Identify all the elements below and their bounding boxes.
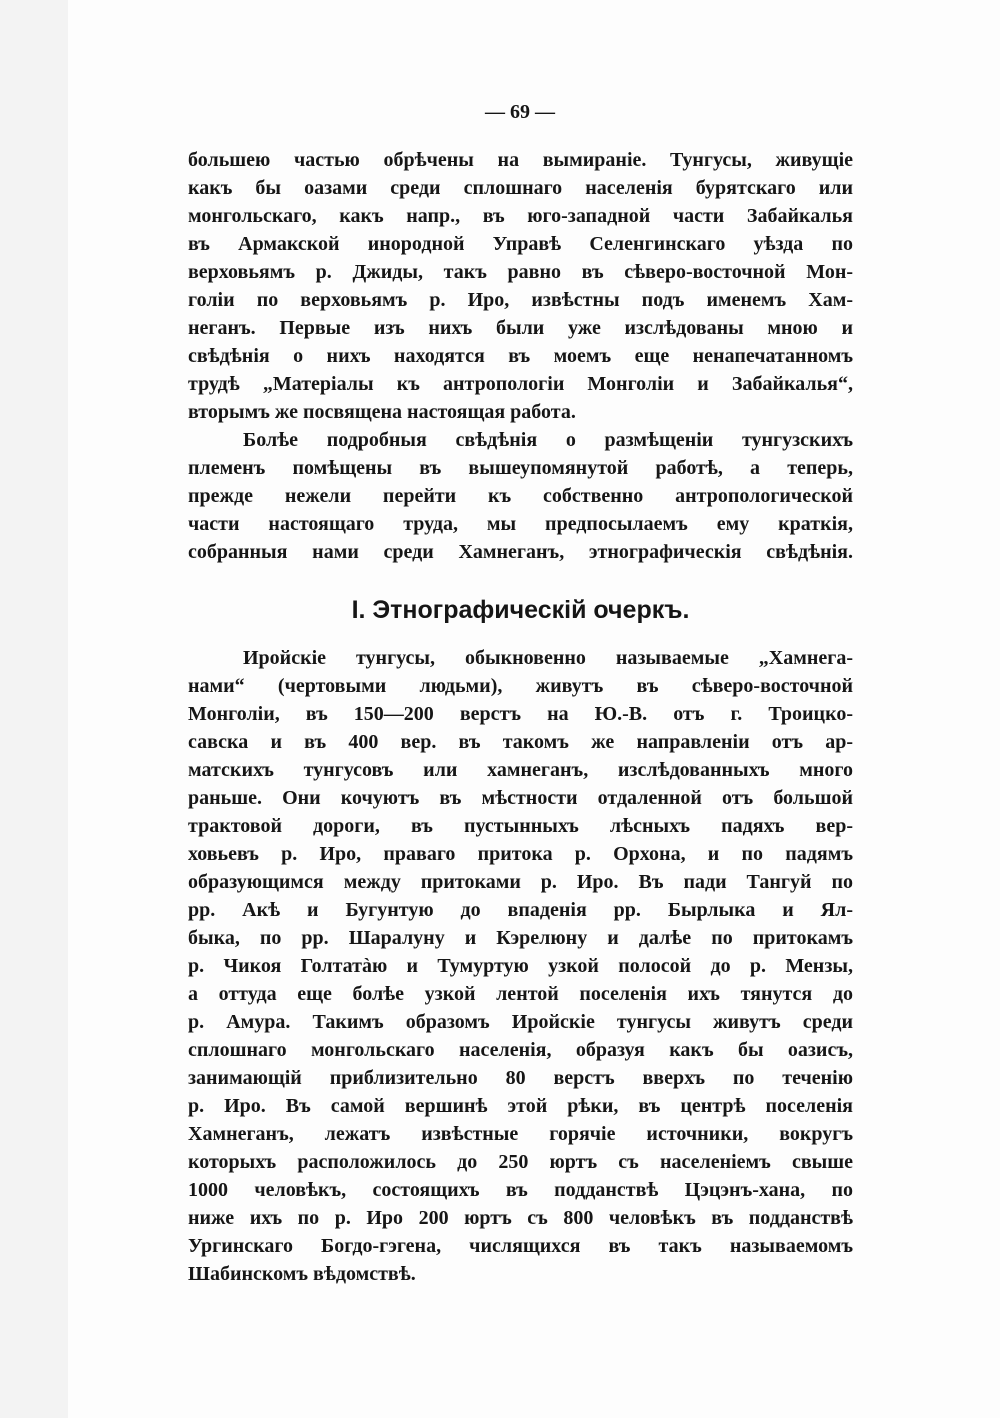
text-line: собранныя нами среди Хамнеганъ, этнографическія свѣдѣнія.	[188, 541, 853, 563]
text-line: ниже ихъ по р. Иро 200 юртъ съ 800 человѣкъ въ подданствѣ	[188, 1207, 853, 1229]
text-line: а оттуда еще болѣе узкой лентой поселенія ихъ тянутся до	[188, 983, 853, 1005]
page-number: — 69 —	[485, 101, 555, 123]
text-line: Иройскіе тунгусы, обыкновенно называемые „Хамнега-	[243, 647, 853, 669]
text-line: Ургинскаго Богдо-гэгена, числящихся въ такъ называемомъ	[188, 1235, 853, 1257]
text-line: прежде нежели перейти къ собственно антропологической	[188, 485, 853, 507]
text-line: нами“ (чертовыми людьми), живутъ въ сѣверо-восточной	[188, 675, 853, 697]
text-line: р. Чикоя Голтатàю и Тумуртую узкой полосой до р. Мензы,	[188, 955, 853, 977]
text-line: савска и въ 400 вер. въ такомъ же направленіи отъ ар-	[188, 731, 853, 753]
text-line: голіи по верховьямъ р. Иро, извѣстны подъ именемъ Хам-	[188, 289, 853, 311]
text-line: Монголіи, въ 150—200 верстъ на Ю.-В. отъ г. Троицко-	[188, 703, 853, 725]
text-line: 1000 человѣкъ, состоящихъ въ подданствѣ Цэцэнъ-хана, по	[188, 1179, 853, 1201]
text-line: верховьямъ р. Джиды, такъ равно въ сѣверо-восточной Мон-	[188, 261, 853, 283]
text-line: Хамнеганъ, лежатъ извѣстные горячіе источники, вокругъ	[188, 1123, 853, 1145]
text-line: трудѣ „Матеріалы къ антропологіи Монголіи и Забайкалья“,	[188, 373, 853, 395]
text-line: занимающій приблизительно 80 верстъ вверхъ по теченію	[188, 1067, 853, 1089]
text-line: которыхъ расположилось до 250 юртъ съ населеніемъ свыше	[188, 1151, 853, 1173]
text-line: раньше. Они кочуютъ въ мѣстности отдаленной отъ большой	[188, 787, 853, 809]
scan-edge	[0, 0, 68, 1418]
section-heading: I. Этнографическій очеркъ.	[351, 596, 690, 624]
paragraph	[188, 644, 853, 1288]
text-line: образующимся между притоками р. Иро. Въ пади Тангуй по	[188, 871, 853, 893]
text-line: трактовой дороги, въ пустынныхъ лѣсныхъ падяхъ вер-	[188, 815, 853, 837]
text-line: большею частью обрѣчены на вымираніе. Тунгусы, живущіе	[188, 149, 853, 171]
text-line: быка, по рр. Шаралуну и Кэрелюну и далѣе по притокамъ	[188, 927, 853, 949]
text-line: сплошнаго монгольскаго населенія, образуя какъ бы оазисъ,	[188, 1039, 853, 1061]
text-line: р. Иро. Въ самой вершинѣ этой рѣки, въ центрѣ поселенія	[188, 1095, 853, 1117]
text-line: Шабинскомъ вѣдомствѣ.	[188, 1263, 416, 1285]
text-line: Болѣе подробныя свѣдѣнія о размѣщеніи тунгузскихъ	[243, 429, 853, 451]
text-line: неганъ. Первые изъ нихъ были уже изслѣдованы мною и	[188, 317, 853, 339]
text-line: племенъ помѣщены въ вышеупомянутой работѣ, а теперь,	[188, 457, 853, 479]
text-line: ховьевъ р. Иро, праваго притока р. Орхона, и по падямъ	[188, 843, 853, 865]
text-line: р. Амура. Такимъ образомъ Иройскіе тунгусы живутъ среди	[188, 1011, 853, 1033]
text-line: какъ бы оазами среди сплошнаго населенія бурятскаго или	[188, 177, 853, 199]
text-line: монгольскаго, какъ напр., въ юго-западной части Забайкалья	[188, 205, 853, 227]
text-line: вторымъ же посвящена настоящая работа.	[188, 401, 576, 423]
paragraph	[188, 426, 853, 566]
text-line: матскихъ тунгусовъ или хамнеганъ, изслѣдованныхъ много	[188, 759, 853, 781]
text-line: части настоящаго труда, мы предпосылаемъ ему краткія,	[188, 513, 853, 535]
text-line: въ Армакской инородной Управѣ Селенгинскаго уѣзда по	[188, 233, 853, 255]
paragraph	[188, 146, 853, 426]
text-line: свѣдѣнія о нихъ находятся въ моемъ еще ненапечатанномъ	[188, 345, 853, 367]
text-line: рр. Акѣ и Бугунтую до впаденія рр. Бырлыка и Ял-	[188, 899, 853, 921]
